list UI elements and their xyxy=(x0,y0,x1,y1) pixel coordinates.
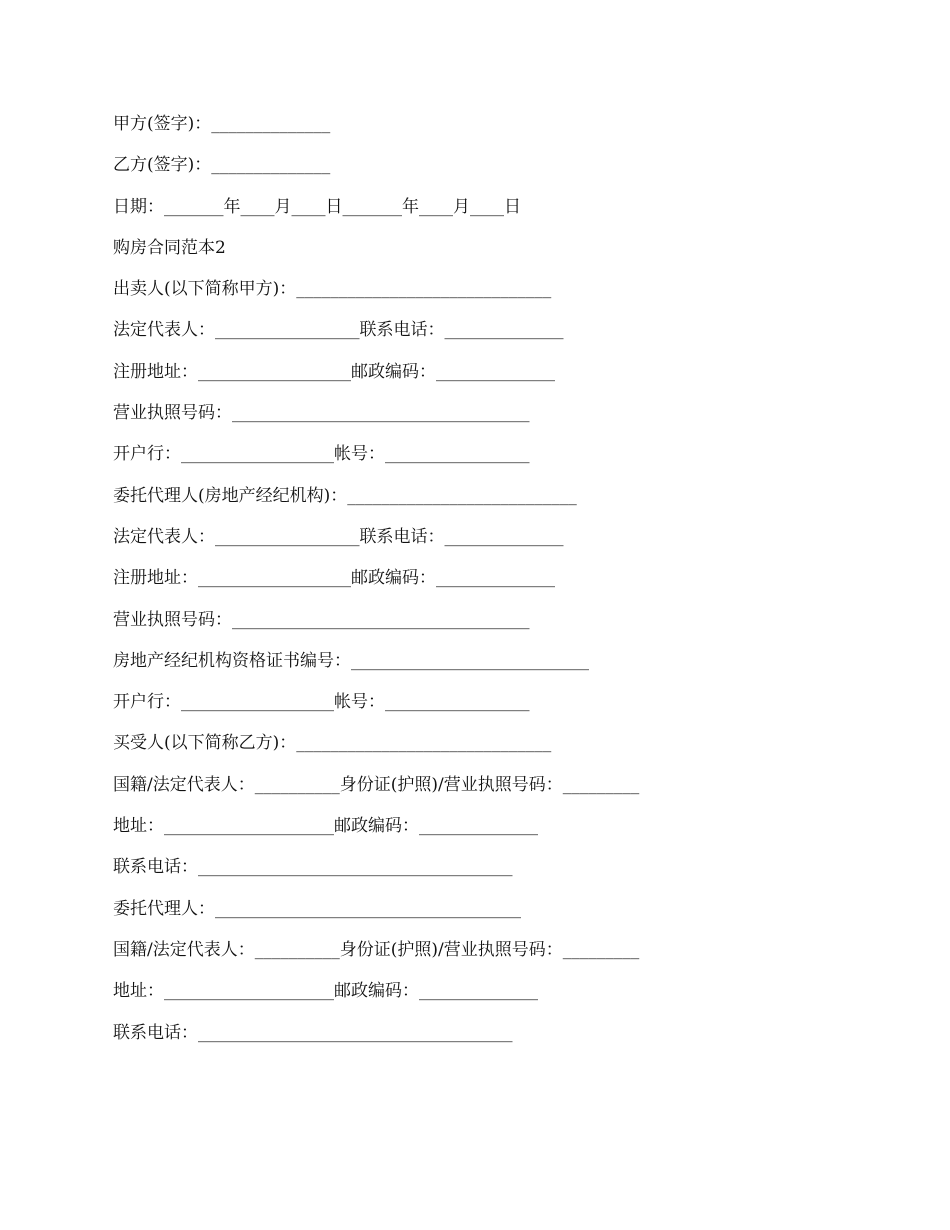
agent-line: 委托代理人(房地产经纪机构)：___________________________ xyxy=(113,485,577,506)
seller-address-line: 注册地址：__________________邮政编码：______________ xyxy=(113,361,555,382)
agent-license-line: 营业执照号码：___________________________________ xyxy=(113,609,530,630)
agent-bank-line: 开户行：__________________帐号：_________________ xyxy=(113,692,530,713)
buyer-agent-address-line: 地址：____________________邮政编码：______________ xyxy=(113,981,538,1002)
agent-certificate-line: 房地产经纪机构资格证书编号：____________________________ xyxy=(113,650,589,671)
party-a-signature-line: 甲方(签字)：______________ xyxy=(113,114,331,134)
section-title: 购房合同范本2 xyxy=(113,237,226,258)
buyer-line: 买受人(以下简称乙方)：______________________________ xyxy=(113,733,552,754)
buyer-agent-line: 委托代理人：____________________________________ xyxy=(113,898,521,919)
agent-address-line: 注册地址：__________________邮政编码：______________ xyxy=(113,568,555,589)
agent-legal-rep-line: 法定代表人：_________________联系电话：______________ xyxy=(113,526,564,547)
buyer-address-line: 地址：____________________邮政编码：______________ xyxy=(113,816,538,837)
buyer-agent-nationality-line: 国籍/法定代表人：__________身份证(护照)/营业执照号码：_________ xyxy=(113,939,640,960)
seller-legal-rep-line: 法定代表人：_________________联系电话：______________ xyxy=(113,320,564,341)
document-body xyxy=(113,112,913,1062)
buyer-phone-line: 联系电话：_____________________________________ xyxy=(113,857,513,878)
seller-line: 出卖人(以下简称甲方)：______________________________ xyxy=(113,279,552,300)
party-b-signature-line: 乙方(签字)：______________ xyxy=(113,155,331,176)
buyer-agent-phone-line: 联系电话：_____________________________________ xyxy=(113,1022,513,1043)
seller-license-line: 营业执照号码：___________________________________ xyxy=(113,403,530,424)
buyer-nationality-line: 国籍/法定代表人：__________身份证(护照)/营业执照号码：_________ xyxy=(113,774,640,795)
seller-bank-line: 开户行：__________________帐号：_________________ xyxy=(113,444,530,465)
date-line: 日期：_______年____月____日_______年____月____日 xyxy=(113,196,521,217)
